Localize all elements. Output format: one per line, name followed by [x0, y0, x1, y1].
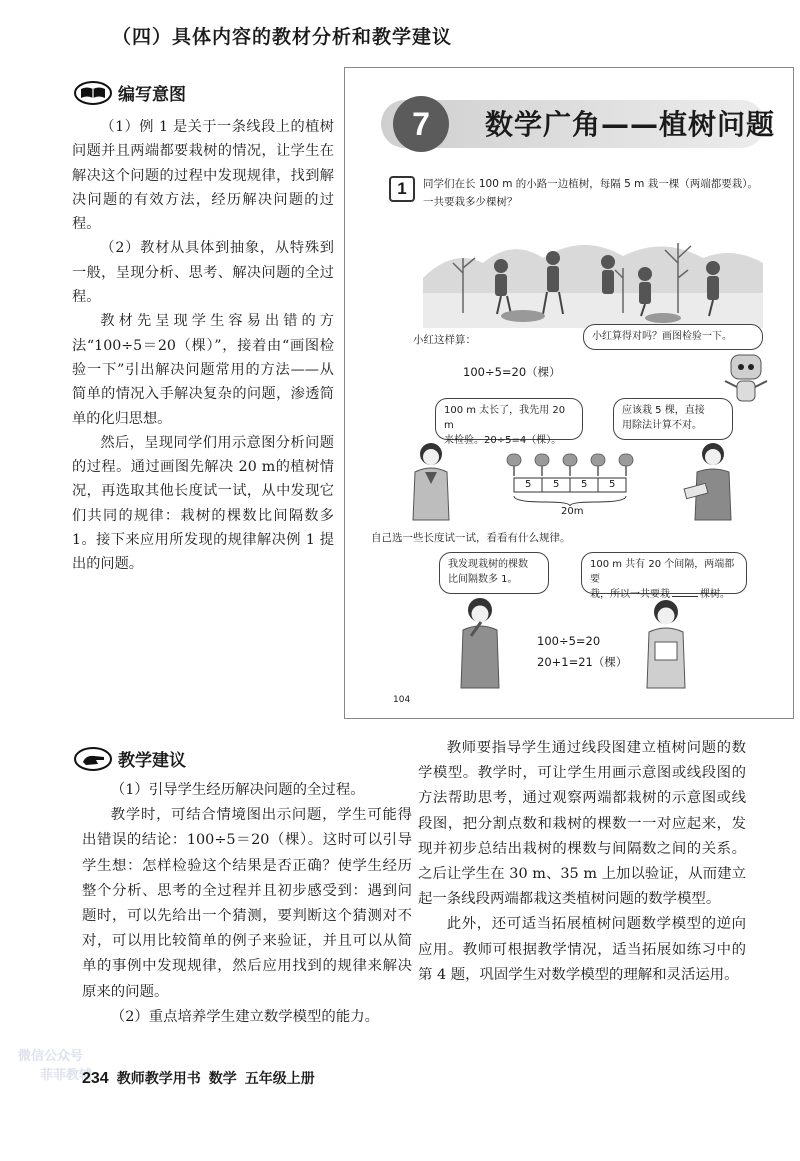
teaching-suggestions-right	[418, 736, 746, 988]
girl-bubble-line: 来检验。20÷5=4（棵）。	[444, 435, 562, 446]
boy-bubble-5-trees	[613, 398, 733, 440]
boy-answer-text: 栽，所以一共要栽	[590, 589, 670, 600]
wrong-calculation: 100÷5=20（棵）	[463, 365, 561, 379]
hand-pointer-icon	[74, 747, 112, 771]
tree-planting-scene-image	[423, 218, 763, 332]
girl-figure-image	[403, 440, 459, 530]
robot-bubble-text: 小红算得对吗？画图检验一下。	[592, 331, 732, 342]
page-number: 234	[82, 1070, 109, 1087]
watermark-line-2: 菲菲教辅	[40, 1068, 93, 1083]
teaching-suggestions-header	[74, 746, 186, 771]
page-footer	[82, 1068, 323, 1088]
segment-label: 5	[581, 479, 588, 490]
segment-label: 5	[553, 479, 560, 490]
design-intent-paragraph: 教材先呈现学生容易出错的方法“100÷5＝20（棵）”，接着由“画图检验一下”引出解决问题常用的方法——从简单的情况入手解决复杂的问题，渗透简单的化归思想。	[72, 313, 334, 427]
design-intent-label: 编写意图	[118, 85, 186, 105]
boy-bubble-answer	[581, 552, 747, 600]
book-grade: 五年级上册	[244, 1071, 315, 1087]
unit-title: 数学广角——植树问题	[485, 108, 776, 141]
girl-bubble-line: 100 m 太长了，我先用 20 m	[444, 405, 566, 431]
design-intent-paragraph: （1）例 1 是关于一条线段上的植树问题并且两端都要栽树的情况，让学生在解决这个问题的过程中发现规律，找到解决问题的有效方法，经历解决问题的过程。	[72, 119, 334, 233]
segment-total-label: 20m	[561, 506, 584, 517]
boy-notepad-image	[637, 598, 695, 696]
girl-bubble-rule	[439, 552, 549, 594]
calculation-line-1: 100÷5=20	[537, 634, 601, 648]
calculation-line-2: 20+1=21（棵）	[537, 655, 628, 669]
girl-rule-line: 我发现栽树的棵数	[448, 559, 528, 570]
segment-label: 5	[525, 479, 532, 490]
problem-line-2: 一共要栽多少棵树？	[423, 196, 518, 208]
example-number: 1	[389, 176, 415, 202]
robot-speech-bubble	[583, 324, 763, 350]
suggestion-paragraph: （1）引导学生经历解决问题的全过程。	[110, 782, 365, 798]
try-other-lengths: 自己选一些长度试一试，看看有什么规律。	[371, 532, 571, 544]
girl-rule-line: 比间隔数多 1。	[448, 574, 518, 585]
boy-bubble-line: 用除法计算不对。	[622, 420, 702, 431]
watermark-line-1: 微信公众号	[18, 1049, 84, 1064]
suggestion-paragraph: 教学时，可结合情境图出示问题，学生可能得出错误的结论：100÷5＝20（棵）。这时可以引导学生想：怎样检验这个结果是否正确？使学生经历整个分析、思考的全过程并且初步感受到：遇到问题时，可以先给出一个猜测，要判断这个猜测对不对，可以用比较简单的例子来验证，并且可以从简单的事例中发现规律，然后应用找到的规律来解决原来的问题。	[82, 807, 412, 1000]
section-title: （四）具体内容的教材分析和教学建议	[112, 26, 453, 48]
book-title: 教师教学用书	[116, 1071, 201, 1087]
xiaohong-label: 小红这样算：	[413, 334, 476, 346]
design-intent-header	[74, 80, 186, 105]
suggestion-paragraph: 此外，还可适当拓展植树问题数学模型的逆向应用。教师可根据教学情况，适当拓展如练习中的第 4 题，巩固学生对数学模型的理解和灵活运用。	[418, 916, 746, 983]
teaching-suggestions-left	[82, 778, 412, 1030]
girl-thinking-image	[451, 596, 509, 696]
textbook-page	[344, 67, 794, 719]
boy-bubble-line: 应该栽 5 棵，直接	[622, 405, 705, 416]
textbook-page-number: 104	[393, 695, 411, 705]
boy-figure-image	[683, 440, 741, 530]
unit-number: 7	[393, 96, 449, 152]
design-intent-paragraph: （2）教材从具体到抽象，从特殊到一般，呈现分析、思考、解决问题的全过程。	[72, 240, 334, 306]
design-intent-paragraph: 然后，呈现同学们用示意图分析问题的过程。通过画图先解决 20 m的植树情况，再选取其他长度试一试，从中发现它们共同的规律：栽树的棵数比间隔数多 1。接下来应用所发现的规律解决例 1 提出的问题。	[72, 434, 334, 573]
boy-answer-suffix: 棵树。	[700, 589, 730, 600]
boy-answer-line: 100 m 共有 20 个间隔，两端都要	[590, 559, 735, 585]
teaching-suggestions-label: 教学建议	[118, 751, 186, 771]
segment-label: 5	[609, 479, 616, 490]
book-subject: 数学	[208, 1071, 237, 1087]
open-book-icon	[74, 81, 112, 105]
design-intent-text	[72, 115, 334, 577]
suggestion-paragraph: 教师要指导学生通过线段图建立植树问题的数学模型。教学时，可让学生用画示意图或线段图的方法帮助思考，通过观察两端都栽树的示意图或线段图，把分割点数和栽树的棵数一一对应起来，发现并初步总结出栽树的棵数与间隔数之间的关系。之后让学生在 30 m、35 m 上加以验证，从而建立起一条线段两端都栽这类植树问题的数学模型。	[418, 740, 746, 908]
answer-blank	[672, 596, 698, 597]
suggestion-paragraph: （2）重点培养学生建立数学模型的能力。	[110, 1008, 379, 1025]
girl-bubble-20m	[435, 398, 583, 446]
problem-line-1: 同学们在长 100 m 的小路一边植树，每隔 5 m 栽一棵（两端都要栽）。	[423, 178, 758, 190]
